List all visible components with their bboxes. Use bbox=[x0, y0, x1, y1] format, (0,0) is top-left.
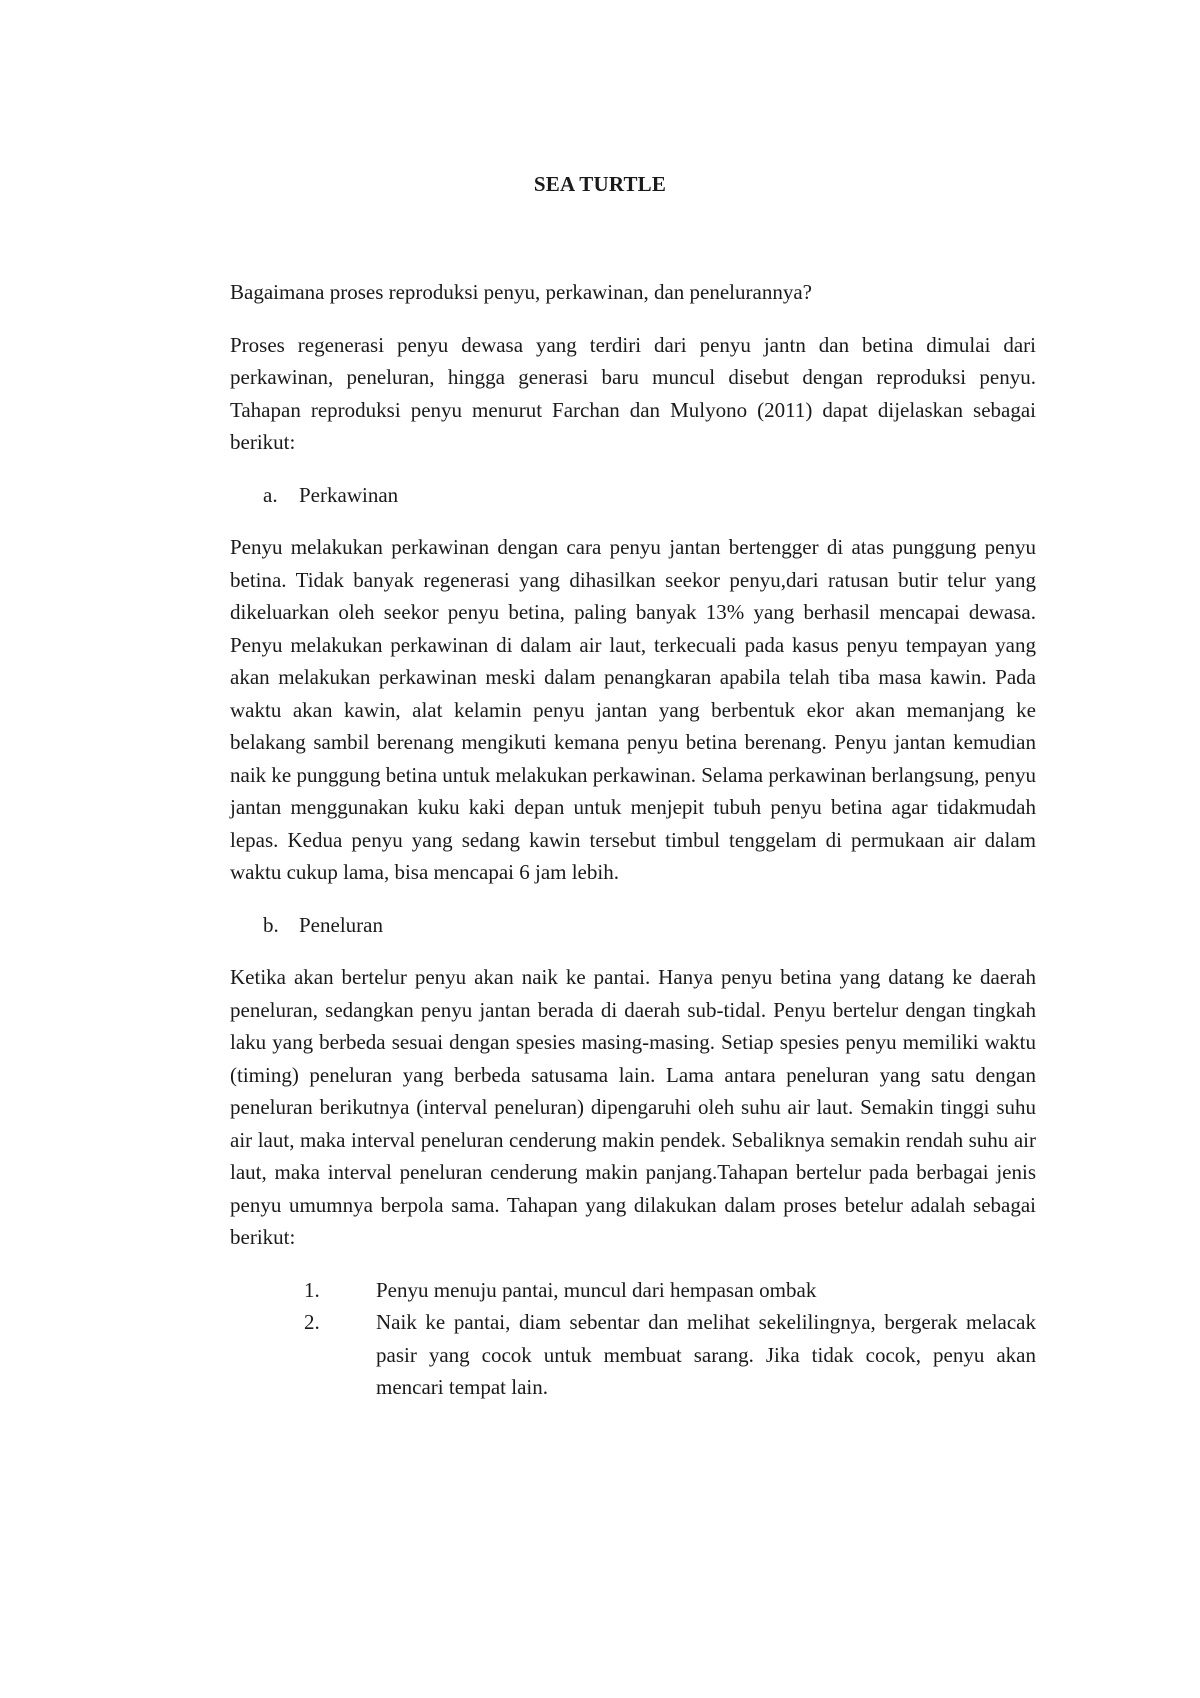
section-b-heading bbox=[230, 909, 1036, 942]
section-a-paragraph: Penyu melakukan perkawinan dengan cara penyu jantan bertengger di atas punggung penyu betina. Tidak banyak regenerasi yang dihasilkan seekor penyu,dari ratusan butir telur yang dikeluarkan oleh seekor penyu betina, paling banyak 13% yang berhasil mencapai dewasa. Penyu melakukan perkawinan di dalam air laut, terkecuali pada kasus penyu tempayan yang akan melakukan perkawinan meski dalam penangkaran apabila telah tiba masa kawin. Pada waktu akan kawin, alat kelamin penyu jantan yang berbentuk ekor akan memanjang ke belakang sambil berenang mengikuti kemana penyu betina berenang. Penyu jantan kemudian naik ke punggung betina untuk melakukan perkawinan. Selama perkawinan berlangsung, penyu jantan menggunakan kuku kaki depan untuk menjepit tubuh penyu betina agar tidakmudah lepas. Kedua penyu yang sedang kawin tersebut timbul tenggelam di permukaan air dalam waktu cukup lama, bisa mencapai 6 jam lebih. bbox=[230, 535, 1036, 884]
document-body bbox=[230, 276, 1036, 1404]
section-b-title: Peneluran bbox=[299, 912, 383, 937]
list-item-number: 2. bbox=[304, 1310, 320, 1334]
list-item bbox=[304, 1306, 1036, 1404]
section-b-marker: b. bbox=[263, 912, 279, 937]
list-item-text: Naik ke pantai, diam sebentar dan melihat sekelilingnya, bergerak melacak pasir yang cocok untuk membuat sarang. Jika tidak cocok, penyu akan mencari tempat lain. bbox=[376, 1310, 1036, 1399]
list-item-number: 1. bbox=[304, 1277, 320, 1302]
list-item-text: Penyu menuju pantai, muncul dari hempasan ombak bbox=[376, 1277, 817, 1302]
section-a-marker: a. bbox=[263, 482, 278, 507]
section-a-title: Perkawinan bbox=[299, 482, 399, 507]
section-a-heading bbox=[230, 479, 1036, 512]
question-paragraph: Bagaimana proses reproduksi penyu, perkawinan, dan penelurannya? bbox=[230, 280, 812, 304]
list-item bbox=[304, 1274, 1036, 1307]
section-b-paragraph: Ketika akan bertelur penyu akan naik ke pantai. Hanya penyu betina yang datang ke daerah peneluran, sedangkan penyu jantan berada di daerah sub-tidal. Penyu bertelur dengan tingkah laku yang berbeda sesuai dengan spesies masing-masing. Setiap spesies penyu memiliki waktu (timing) peneluran yang berbeda satusama lain. Lama antara peneluran yang satu dengan peneluran berikutnya (interval peneluran) dipengaruhi oleh suhu air laut. Semakin tinggi suhu air laut, maka interval peneluran cenderung makin pendek. Sebaliknya semakin rendah suhu air laut, maka interval peneluran cenderung makin panjang.Tahapan bertelur pada berbagai jenis penyu umumnya berpola sama. Tahapan yang dilakukan dalam proses betelur adalah sebagai berikut: bbox=[230, 965, 1036, 1249]
steps-list bbox=[230, 1274, 1036, 1404]
page-title: SEA TURTLE bbox=[533, 172, 667, 196]
intro-paragraph: Proses regenerasi penyu dewasa yang terdiri dari penyu jantn dan betina dimulai dari perkawinan, peneluran, hingga generasi baru muncul disebut dengan reproduksi penyu. Tahapan reproduksi penyu menurut Farchan dan Mulyono (2011) dapat dijelaskan sebagai berikut: bbox=[230, 332, 1036, 454]
